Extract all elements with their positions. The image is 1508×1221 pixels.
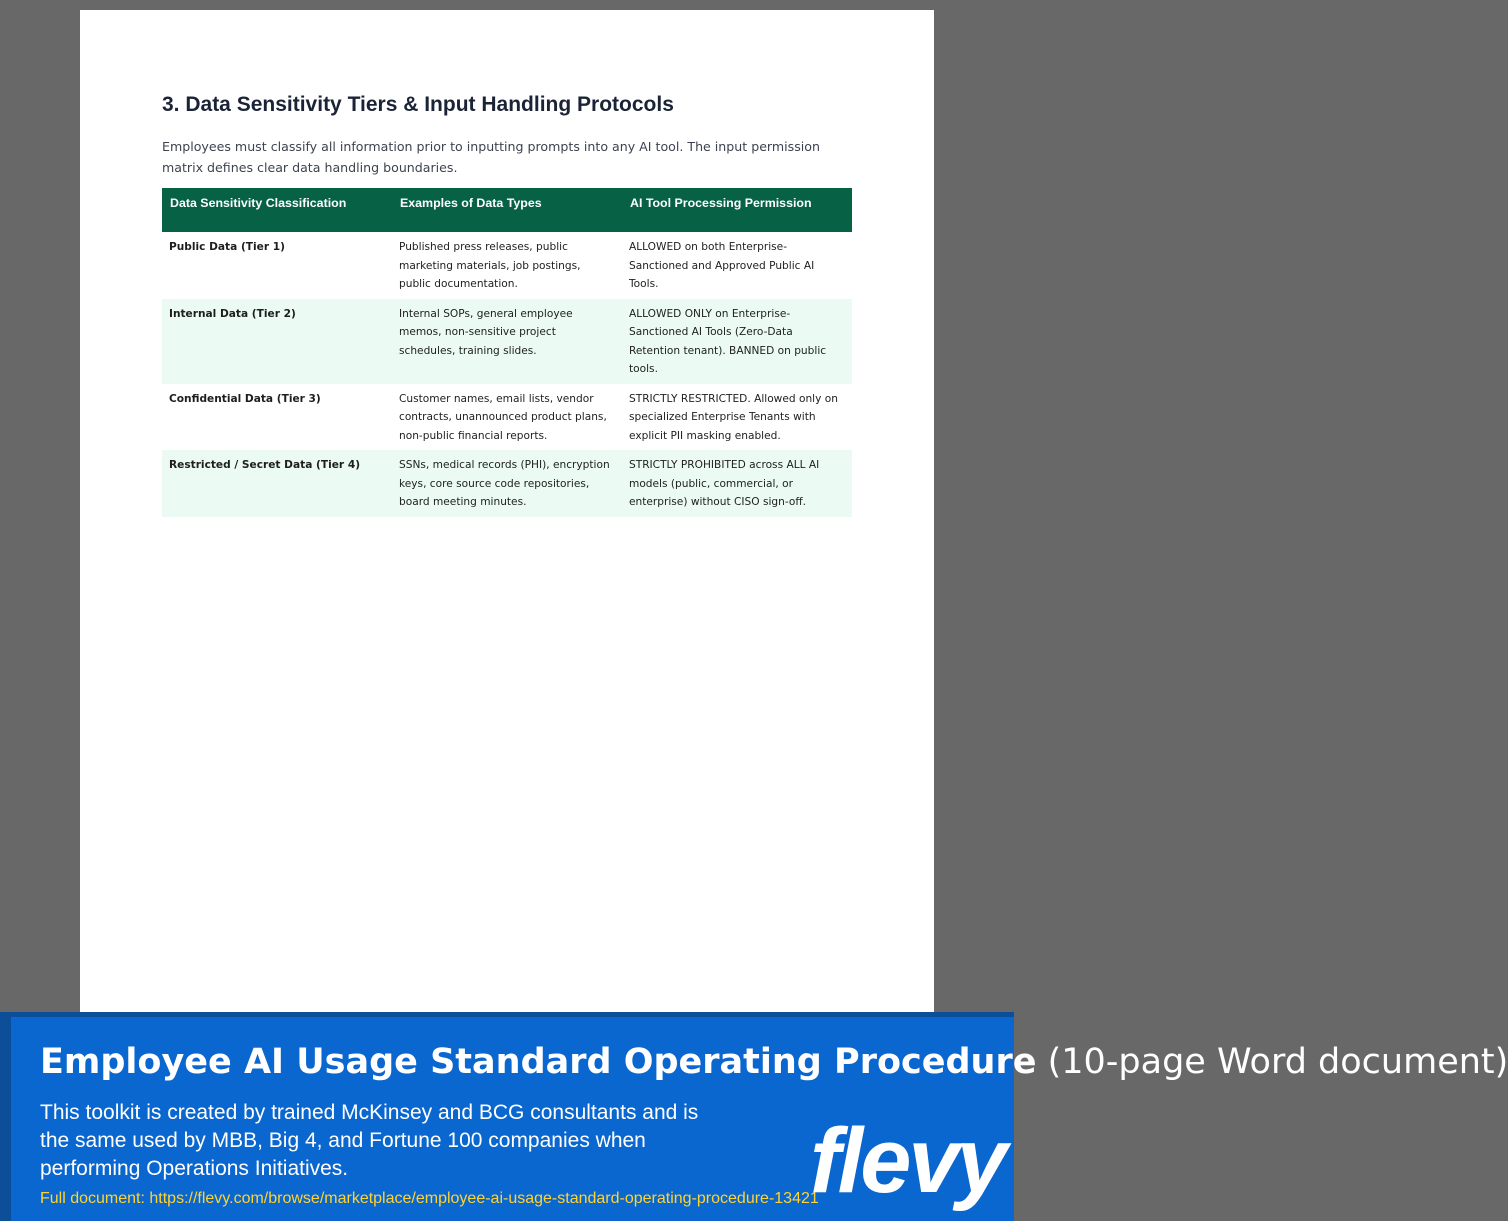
table-body	[162, 232, 852, 517]
banner-title-main: Employee AI Usage Standard Operating Procedure	[40, 1042, 1037, 1082]
examples-cell: Internal SOPs, general employee memos, non-sensitive project schedules, training slides.	[392, 299, 622, 384]
classification-cell: Restricted / Secret Data (Tier 4)	[162, 450, 392, 517]
table-header	[162, 188, 852, 232]
examples-cell: Customer names, email lists, vendor contracts, unannounced product plans, non-public financial reports.	[399, 392, 607, 442]
classification-cell: Confidential Data (Tier 3)	[169, 392, 321, 405]
permission-cell: ALLOWED on both Enterprise-Sanctioned and Approved Public AI Tools.	[629, 241, 815, 290]
banner-title	[40, 1041, 1508, 1083]
table-row	[162, 450, 852, 517]
section-title: 3. Data Sensitivity Tiers & Input Handling Protocols	[162, 93, 674, 116]
section-intro: Employees must classify all information prior to inputting prompts into any AI tool. The input permission matrix defines clear data handling boundaries.	[162, 139, 820, 175]
table-row	[162, 299, 852, 384]
header-examples: Examples of Data Types	[392, 188, 622, 232]
flevy-logo[interactable]: flevy	[810, 1110, 1005, 1212]
banner-description: This toolkit is created by trained McKinsey and BCG consultants and is the same used by MBB, Big 4, and Fortune 100 companies when performing Operations Initiatives.	[40, 1101, 699, 1180]
header-classification: Data Sensitivity Classification	[162, 188, 392, 232]
section-content	[162, 90, 852, 517]
examples-cell: SSNs, medical records (PHI), encryption keys, core source code repositories, board meeting minutes.	[392, 450, 622, 517]
header-permission: AI Tool Processing Permission	[622, 188, 852, 232]
full-document-link[interactable]: Full document: https://flevy.com/browse/marketplace/employee-ai-usage-standard-operating-procedure-13421	[40, 1190, 819, 1207]
banner-title-suffix: (10-page Word document)	[1047, 1042, 1508, 1082]
promo-banner-panel	[11, 1017, 1508, 1221]
permission-cell: STRICTLY RESTRICTED. Allowed only on specialized Enterprise Tenants with explicit PII masking enabled.	[629, 392, 838, 442]
table-header-row	[162, 188, 852, 232]
document-page	[80, 10, 934, 1012]
examples-cell: Published press releases, public marketing materials, job postings, public documentation.	[399, 241, 581, 290]
permission-cell: STRICTLY PROHIBITED across ALL AI models (public, commercial, or enterprise) without CISO sign-off.	[622, 450, 852, 517]
table-row	[162, 232, 852, 299]
input-permission-matrix	[162, 188, 852, 517]
permission-cell: ALLOWED ONLY on Enterprise-Sanctioned AI Tools (Zero-Data Retention tenant). BANNED on public tools.	[622, 299, 852, 384]
promo-banner	[0, 1012, 1508, 1221]
table-row	[162, 384, 852, 451]
classification-cell: Public Data (Tier 1)	[169, 241, 285, 253]
classification-cell: Internal Data (Tier 2)	[162, 299, 392, 384]
